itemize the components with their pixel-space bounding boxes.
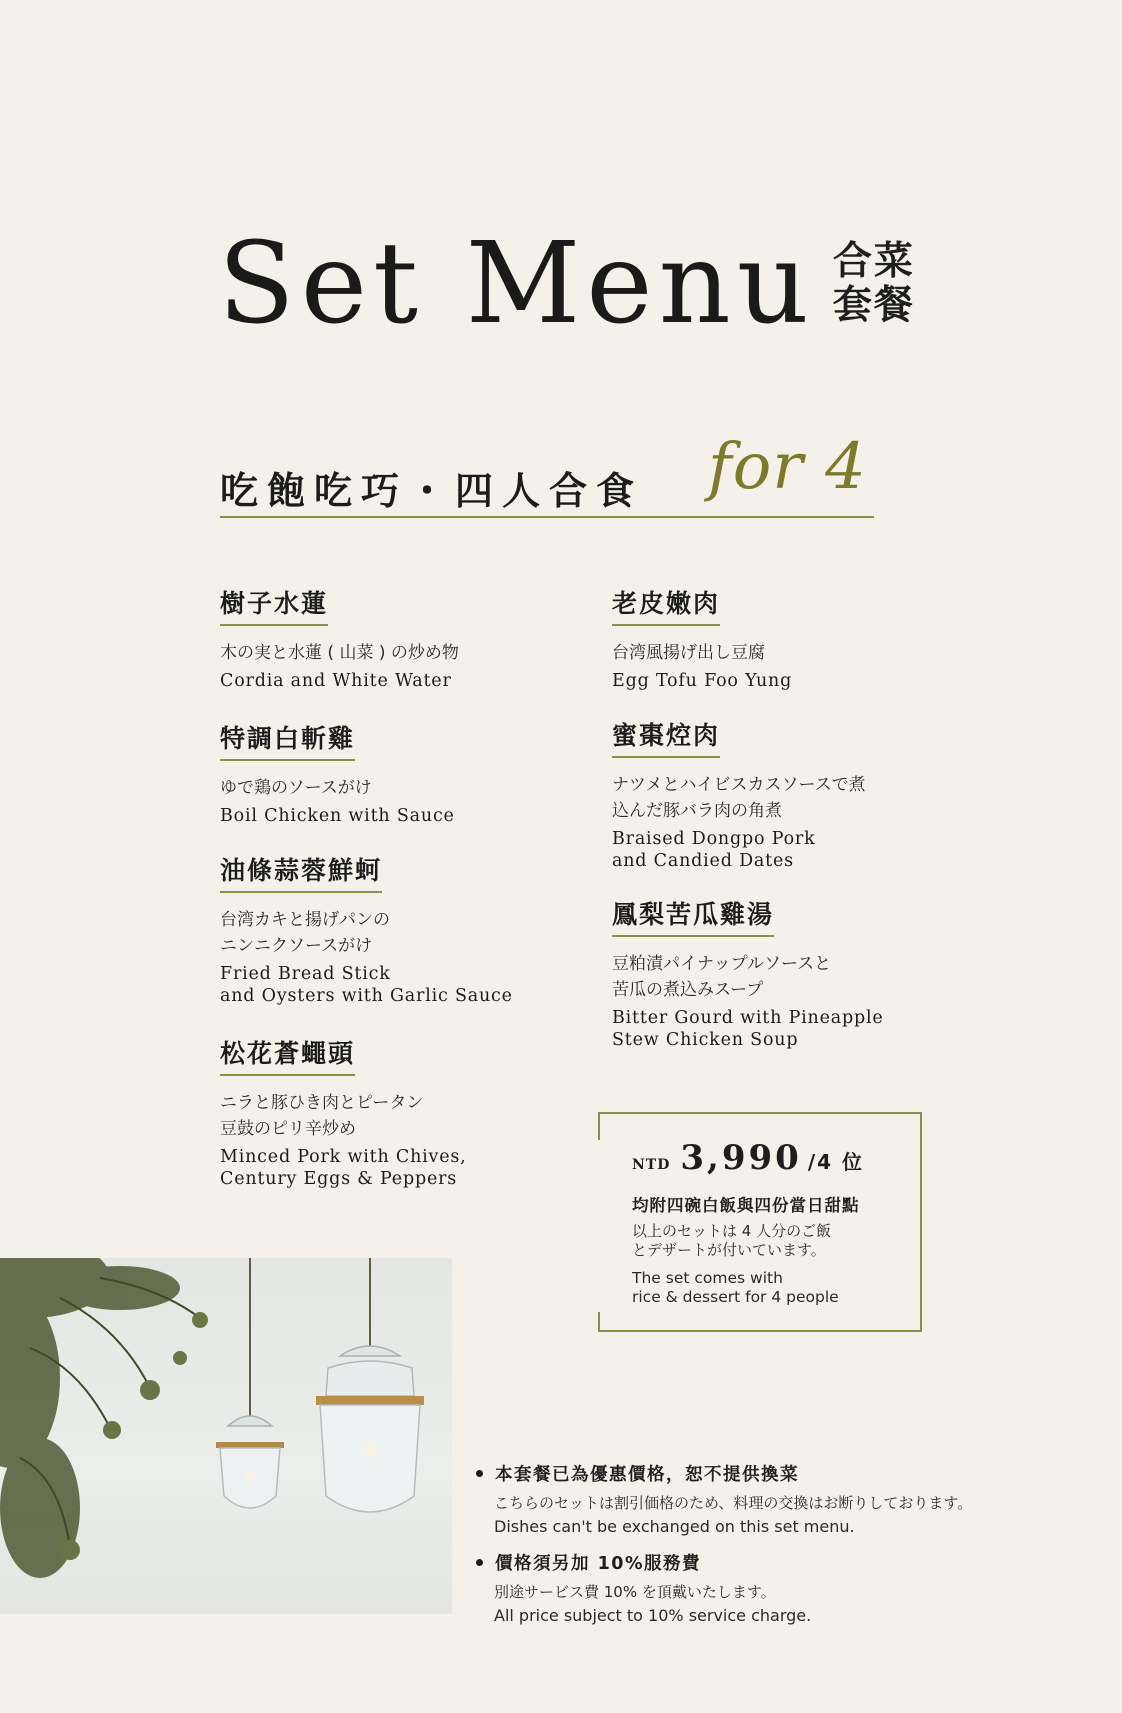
dish-japanese: 木の実と水蓮 ( 山菜 ) の炒め物 [220, 643, 459, 663]
dish-left-2 [220, 719, 580, 827]
subtitle-for-four: for 4 [708, 430, 867, 504]
dish-japanese: 豆粕漬パイナップルソースと 苦瓜の煮込みスープ [612, 954, 832, 1000]
dish-english: Egg Tofu Foo Yung [612, 671, 793, 691]
dish-japanese: 台湾カキと揚げパンの ニンニクソースがけ [220, 910, 390, 956]
price-amount: 3,990 [680, 1138, 802, 1178]
dish-name: 鳳梨苦瓜雞湯 [612, 895, 774, 937]
dish-english: Bitter Gourd with Pineapple Stew Chicken Soup [612, 1008, 884, 1050]
dish-name: 特調白斬雞 [220, 719, 355, 761]
dish-name: 蜜棗焢肉 [612, 716, 720, 758]
price-box-border-top [598, 1112, 922, 1114]
dish-japanese: ナツメとハイビスカスソースで煮 込んだ豚バラ肉の角煮 [612, 775, 866, 821]
dish-left-1 [220, 584, 580, 692]
dish-right-1 [612, 584, 972, 692]
dish-name: 油條蒜蓉鮮蚵 [220, 851, 382, 893]
title-chinese [833, 240, 915, 327]
note-english: All price subject to 10% service charge. [494, 1606, 812, 1625]
price-box-border-left [598, 1112, 600, 1140]
dish-name: 樹子水蓮 [220, 584, 328, 626]
dish-english: Braised Dongpo Pork and Candied Dates [612, 829, 816, 871]
subtitle-chinese: 吃飽吃巧・四人合食 [220, 469, 644, 513]
bullet-icon [476, 1470, 483, 1477]
dish-name: 松花蒼蠅頭 [220, 1034, 355, 1076]
title-chinese-line1: 合菜 [832, 239, 915, 285]
bullet-icon [476, 1559, 483, 1566]
dish-english: Fried Bread Stick and Oysters with Garlic Sauce [220, 964, 513, 1006]
price-box-border-right [920, 1112, 922, 1332]
dish-english: Minced Pork with Chives, Century Eggs & Peppers [220, 1147, 467, 1189]
note-chinese: 本套餐已為優惠價格，恕不提供換菜 [495, 1465, 799, 1485]
price-note-chinese: 均附四碗白飯與四份當日甜點 [632, 1196, 860, 1215]
dish-japanese: ゆで鶏のソースがけ [220, 778, 372, 798]
dish-japanese: 台湾風揚げ出し豆腐 [612, 643, 765, 663]
dish-left-3 [220, 851, 580, 1007]
note-chinese: 價格須另加 10%服務費 [495, 1554, 701, 1574]
price-box [598, 1112, 922, 1332]
price-box-border-bottom [598, 1330, 922, 1332]
note-japanese: こちらのセットは割引価格のため、料理の交換はお断りしております。 [494, 1494, 973, 1512]
title-english: Set Menu [218, 219, 815, 349]
pendant-lamps-photo [0, 1258, 452, 1614]
price-line [632, 1138, 864, 1178]
subtitle-bar [220, 430, 874, 518]
dish-japanese: ニラと豚ひき肉とピータン 豆鼓のピリ辛炒め [220, 1093, 424, 1139]
dish-english: Boil Chicken with Sauce [220, 806, 455, 826]
price-note-japanese: 以上のセットは 4 人分のご飯 とデザートが付いています。 [632, 1222, 832, 1259]
dish-right-3 [612, 895, 972, 1051]
note-service-charge [494, 1550, 1054, 1626]
dish-english: Cordia and White Water [220, 671, 452, 691]
pendant-lamps-illustration [0, 1258, 452, 1614]
menu-title [218, 219, 915, 349]
note-english: Dishes can't be exchanged on this set menu. [494, 1517, 855, 1536]
note-japanese: 別途サービス費 10% を頂戴いたします。 [494, 1583, 776, 1601]
dish-right-2 [612, 716, 972, 872]
dish-name: 老皮嫩肉 [612, 584, 720, 626]
price-box-border-left-bottom [598, 1312, 600, 1332]
price-currency: NTD [632, 1157, 671, 1173]
dish-left-4 [220, 1034, 580, 1190]
note-no-exchange [494, 1461, 1054, 1537]
price-note-english: The set comes with rice & dessert for 4 people [632, 1269, 839, 1306]
title-chinese-line2: 套餐 [832, 283, 915, 328]
price-per-people: /4 位 [807, 1150, 865, 1174]
